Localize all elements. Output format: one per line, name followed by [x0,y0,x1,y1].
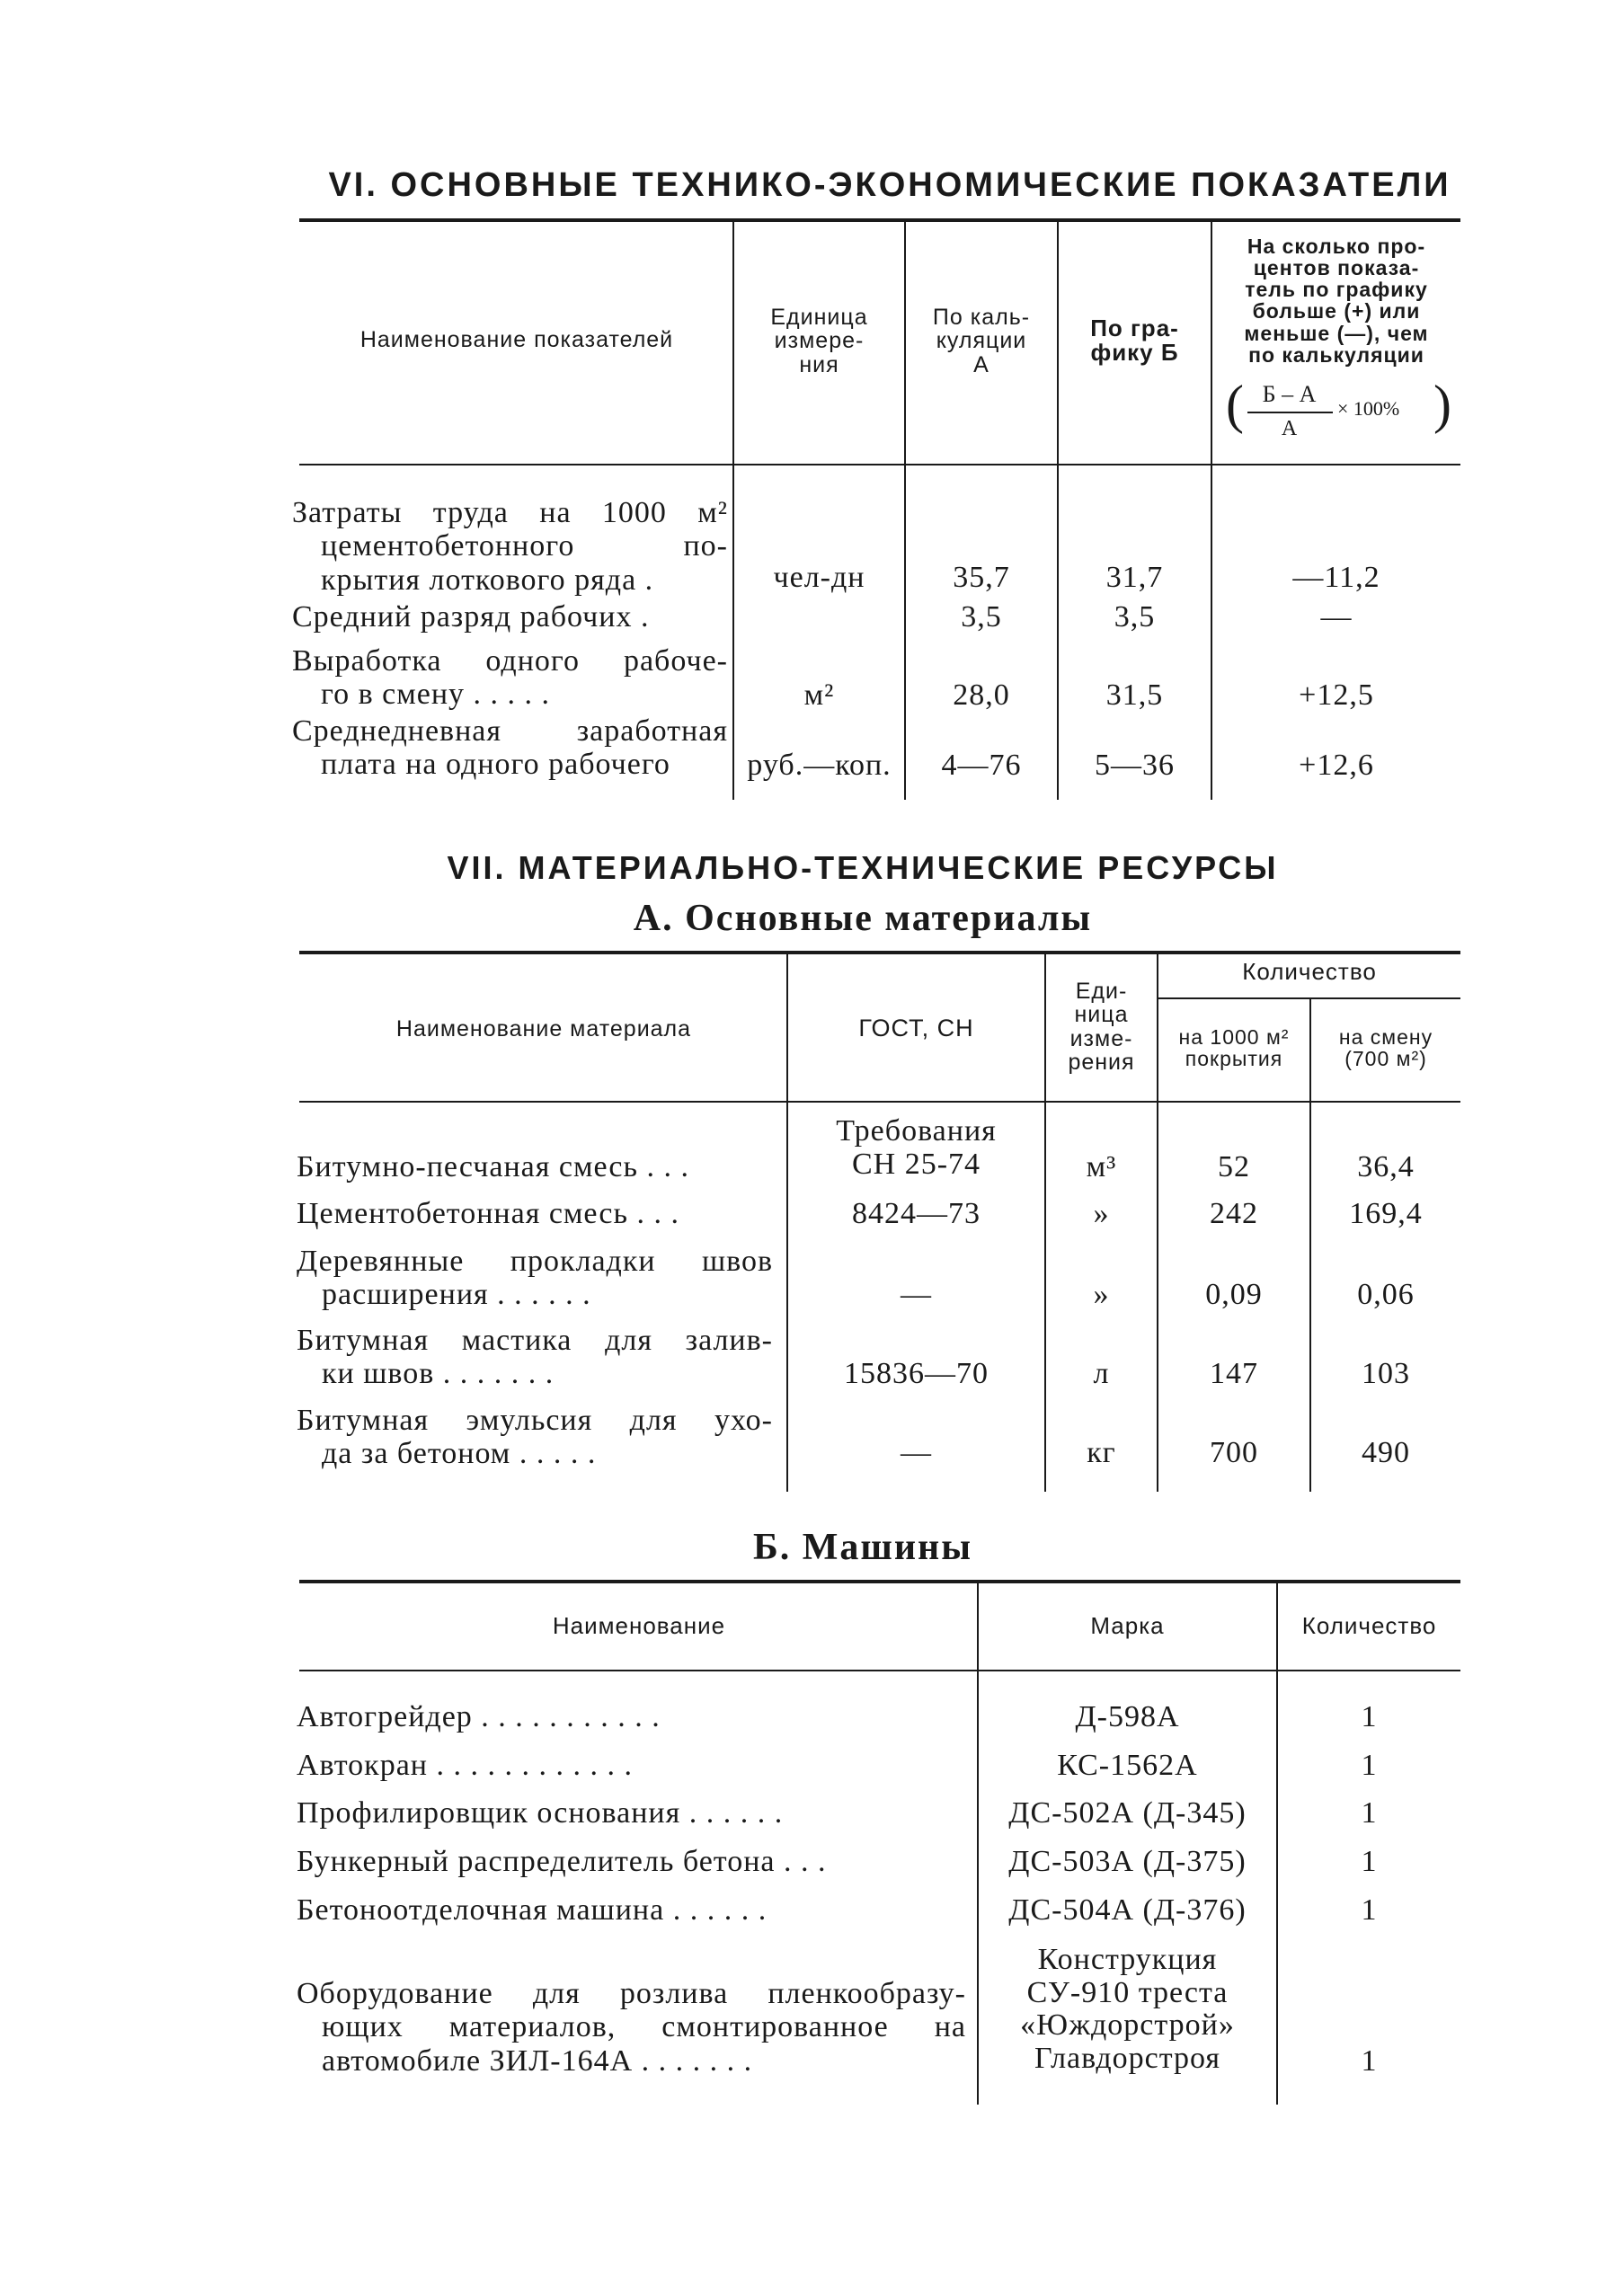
table2-row [297,1324,773,1391]
cell-calc-a: 35,7 [953,561,1010,594]
cell-machine-mark: КС-1562А [1057,1749,1198,1782]
row-name-line: Оборудование для розлива пленкообразу- [297,1977,966,2010]
table2-row [297,1245,773,1312]
cell-percent: +12,6 [1299,749,1374,782]
table3-header-rule [299,1670,1460,1671]
cell-qty-1000: 52 [1218,1150,1250,1183]
cell-qty-shift: 103 [1362,1357,1410,1390]
row-name-line: го в смену . . . . . [321,678,551,712]
cell-unit: » [1093,1278,1110,1311]
cell-machine-qty: 1 [1361,1845,1378,1878]
cell-gost: 15836—70 [844,1357,989,1390]
row-name-line: цементобетонного по- [321,529,728,563]
header-calc-a: По каль- куляции А [932,305,1031,377]
cell-graph-b: 3,5 [1114,600,1156,634]
table2-row [297,1404,773,1471]
cell-unit: кг [1087,1436,1116,1469]
cell-unit: м² [803,678,835,712]
table2-top-rule [299,951,1460,954]
cell-gost: 8424—73 [852,1197,981,1230]
cell-qty-1000: 700 [1210,1436,1258,1469]
table2-row-name: Битумно-песчаная смесь . . . [297,1150,690,1183]
table1-row-name: Средний разряд рабочих . [292,600,650,634]
table1-row [292,644,728,712]
formula-fraction-bar [1247,412,1333,413]
row-name-line: расширения . . . . . . [322,1278,591,1312]
cell-gost: Требования СН 25-74 [836,1114,997,1182]
cell-unit: л [1093,1357,1110,1390]
formula-multiplier: × 100% [1337,397,1400,420]
machine-row [297,1977,966,2078]
row-name-line: ки швов . . . . . . . [322,1357,555,1391]
formula-left-paren: ( [1226,375,1244,434]
header-material-unit: Еди- ница изме- рения [1068,979,1135,1075]
row-name-line: Выработка одного рабоче- [292,644,728,678]
header-machine-qty: Количество [1301,1612,1437,1639]
row-name-line: Среднедневная заработная [292,714,728,748]
row-name-line: да за бетоном . . . . . [322,1437,597,1471]
table2-header-rule [299,1101,1460,1103]
machine-row-name: Бетоноотделочная машина . . . . . . [297,1893,768,1927]
header-gost: ГОСТ, СН [858,1015,974,1041]
table2-qty-rule [1157,997,1460,999]
cell-qty-shift: 0,06 [1357,1278,1415,1311]
formula-right-paren: ) [1433,375,1451,434]
cell-machine-mark: ДС-503А (Д-375) [1008,1845,1247,1878]
row-name-line: автомобиле ЗИЛ-164А . . . . . . . [322,2043,753,2078]
row-name-line: крытия лоткового ряда . [321,563,654,597]
table2-col-divider [1309,999,1311,1492]
row-name-line: ющих материалов, смонтированное на [322,2010,966,2044]
cell-calc-a: 3,5 [961,600,1002,634]
table1-row [292,714,728,782]
header-unit: Единица измере- ния [770,305,868,377]
cell-unit: чел-дн [773,561,865,594]
cell-machine-qty: 1 [1361,2044,1378,2078]
cell-graph-b: 31,5 [1105,678,1164,712]
cell-machine-qty: 1 [1361,1796,1378,1830]
header-material-name: Наименование материала [395,1016,692,1041]
cell-percent: — [1320,600,1353,634]
header-quantity: Количество [1242,958,1377,985]
cell-gost: — [901,1436,932,1469]
cell-calc-a: 28,0 [953,678,1010,712]
subsection-a-title: А. Основные материалы [633,898,1093,939]
cell-machine-mark: ДС-504А (Д-376) [1008,1893,1247,1927]
cell-unit: » [1093,1197,1110,1230]
row-name-line: Затраты труда на 1000 м² [292,496,728,529]
header-percent: На сколько про- центов показа- тель по графику больше (+) или меньше (—), чем по калькуляции [1244,235,1429,367]
cell-machine-qty: 1 [1361,1893,1378,1927]
machine-row-name: Автокран . . . . . . . . . . . . [297,1749,633,1782]
cell-qty-shift: 36,4 [1357,1150,1415,1183]
row-name-line: Битумная мастика для залив- [297,1324,773,1357]
formula-numerator: Б – А [1262,381,1317,407]
header-indicator-name: Наименование показателей [359,327,674,352]
percent-formula [1222,377,1451,454]
header-machine-mark: Марка [1090,1612,1165,1639]
cell-qty-1000: 242 [1210,1197,1258,1230]
header-graph-b: По гра- фику Б [1090,315,1179,367]
cell-unit: м³ [1086,1150,1117,1183]
cell-qty-shift: 169,4 [1349,1197,1423,1230]
machine-row-name: Бункерный распределитель бетона . . . [297,1845,827,1878]
header-per-shift: на смену (700 м²) [1338,1025,1433,1071]
cell-qty-shift: 490 [1362,1436,1410,1469]
table1-top-rule [299,218,1460,222]
formula-denominator: А [1281,417,1298,440]
cell-machine-qty: 1 [1361,1749,1378,1782]
subsection-b-title: Б. Машины [752,1527,973,1568]
cell-qty-1000: 147 [1210,1357,1258,1390]
cell-machine-mark: Д-598А [1075,1700,1180,1733]
table1-row [292,496,728,597]
cell-calc-a: 4—76 [941,749,1022,782]
cell-machine-qty: 1 [1361,1700,1378,1733]
cell-graph-b: 5—36 [1095,749,1175,782]
machine-row-name: Профилировщик основания . . . . . . [297,1796,784,1830]
header-machine-name: Наименование [552,1612,726,1639]
machine-row-name: Автогрейдер . . . . . . . . . . . [297,1700,661,1733]
header-per-1000: на 1000 м² покрытия [1178,1025,1290,1071]
section7-title: VII. МАТЕРИАЛЬНО-ТЕХНИЧЕСКИЕ РЕСУРСЫ [447,849,1279,886]
table1-header-rule [299,464,1460,465]
table2-row-name: Цементобетонная смесь . . . [297,1197,679,1230]
table3-col-divider [1276,1583,1278,2105]
cell-percent: +12,5 [1299,678,1374,712]
row-name-line: Деревянные прокладки швов [297,1245,773,1278]
cell-machine-mark: Конструкция СУ-910 треста «Юждорстрой» Главдорстроя [1020,1943,1235,2076]
table3-top-rule [299,1580,1460,1583]
table1-col-divider [1057,220,1059,800]
cell-graph-b: 31,7 [1105,561,1164,594]
cell-percent: —11,2 [1292,561,1380,594]
row-name-line: плата на одного рабочего [321,748,670,782]
cell-gost: — [901,1278,932,1311]
section6-title: VI. ОСНОВНЫЕ ТЕХНИКО-ЭКОНОМИЧЕСКИЕ ПОКАЗАТЕЛИ [328,166,1451,204]
row-name-line: Битумная эмульсия для ухо- [297,1404,773,1437]
cell-machine-mark: ДС-502А (Д-345) [1008,1796,1247,1830]
cell-unit: руб.—коп. [747,749,892,782]
cell-qty-1000: 0,09 [1205,1278,1263,1311]
